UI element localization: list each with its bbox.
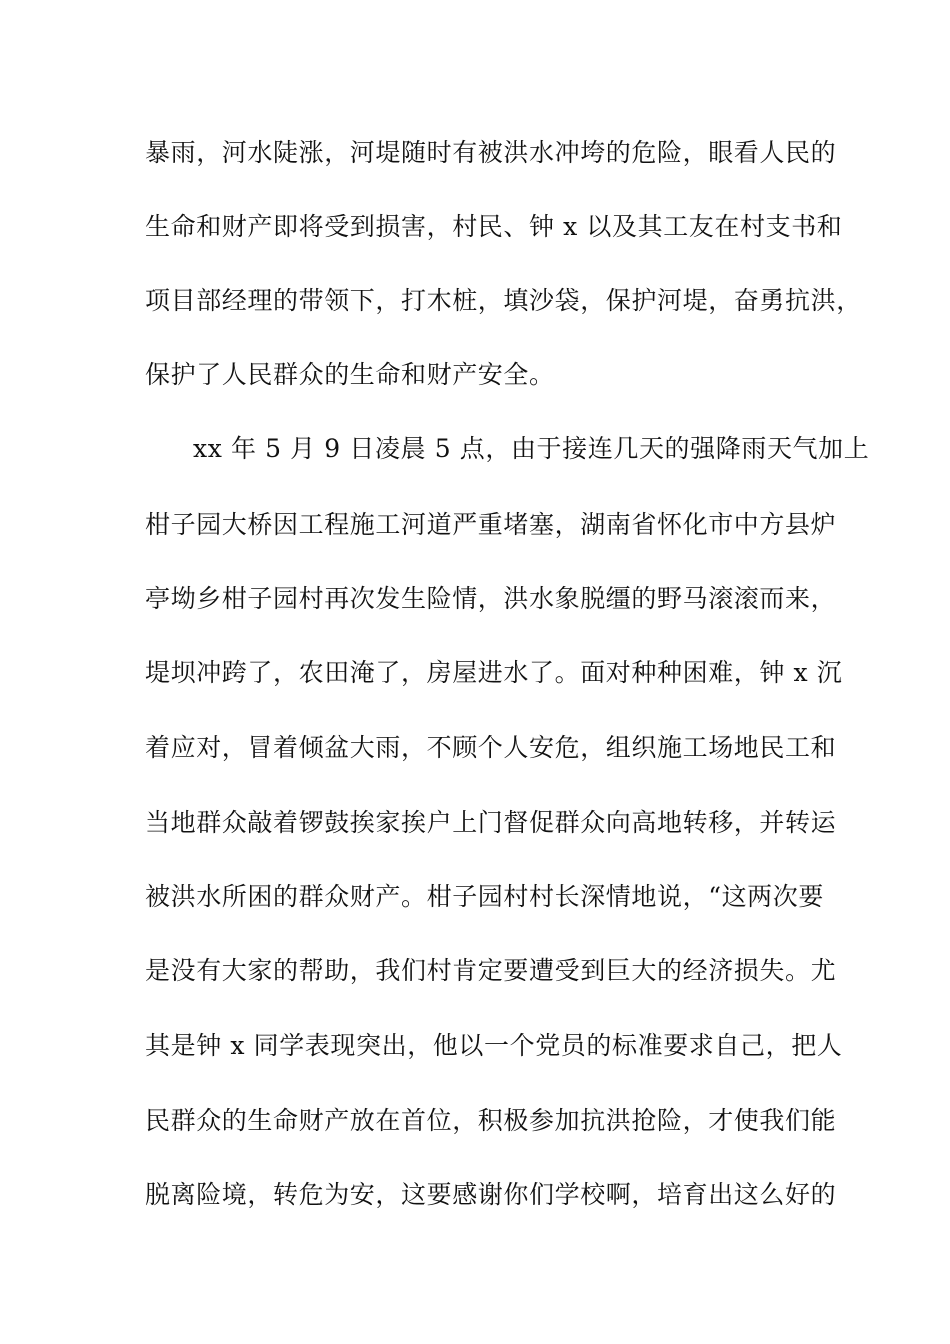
- text-line: 生命和财产即将受到损害，村民、钟 x 以及其工友在村支书和: [145, 212, 843, 241]
- text-line: 脱离险境，转危为安，这要感谢你们学校啊，培育出这么好的: [145, 1180, 837, 1209]
- text-line: 暴雨，河水陡涨，河堤随时有被洪水冲垮的危险，眼看人民的: [145, 138, 837, 167]
- text-line: 民群众的生命财产放在首位，积极参加抗洪抢险，才使我们能: [145, 1106, 837, 1135]
- text-line: 着应对，冒着倾盆大雨，不顾个人安危，组织施工场地民工和: [145, 733, 837, 762]
- text-line: 当地群众敲着锣鼓挨家挨户上门督促群众向高地转移，并转运: [145, 808, 837, 837]
- text-line: 被洪水所困的群众财产。柑子园村村长深情地说，“这两次要: [145, 882, 824, 911]
- text-line: 项目部经理的带领下，打木桩，填沙袋，保护河堤，奋勇抗洪，: [145, 286, 862, 315]
- text-line: 是没有大家的帮助，我们村肯定要遭受到巨大的经济损失。尤: [145, 956, 837, 985]
- text-line: 堤坝冲跨了，农田淹了，房屋进水了。面对种种困难，钟 x 沉: [145, 658, 843, 687]
- text-line: 柑子园大桥因工程施工河道严重堵塞，湖南省怀化市中方县炉: [145, 510, 837, 539]
- text-line: 保护了人民群众的生命和财产安全。: [145, 360, 555, 389]
- text-line: 其是钟 x 同学表现突出，他以一个党员的标准要求自己，把人: [145, 1031, 843, 1060]
- text-line: 亭坳乡柑子园村再次发生险情，洪水象脱缰的野马滚滚而来，: [145, 584, 837, 613]
- paragraph-first-line: xx 年 5 月 9 日凌晨 5 点，由于接连几天的强降雨天气加上: [193, 434, 870, 463]
